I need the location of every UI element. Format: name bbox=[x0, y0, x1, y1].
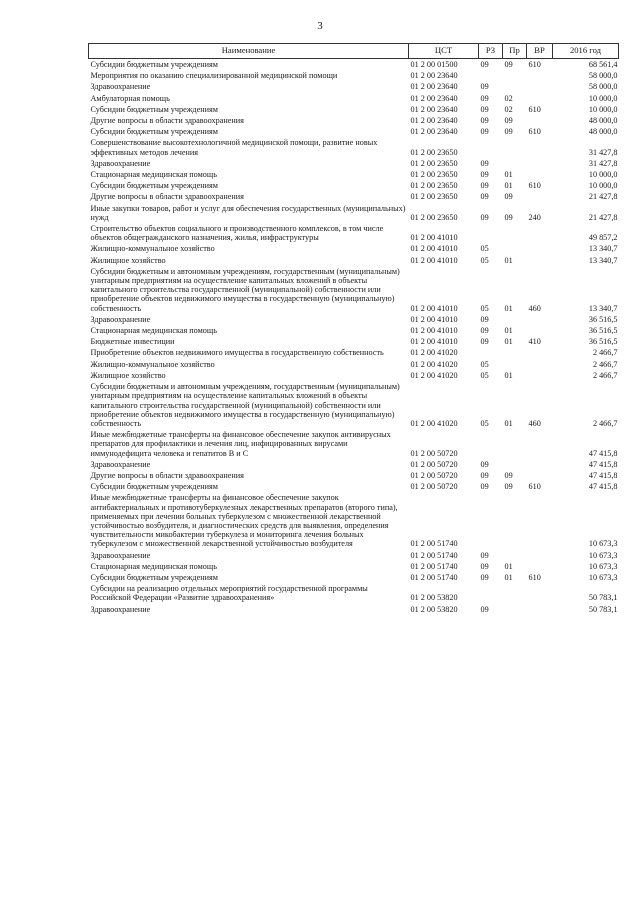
cell-vr bbox=[527, 115, 553, 126]
table-row bbox=[89, 104, 619, 115]
cell-pr: 01 bbox=[504, 418, 513, 428]
table-row bbox=[89, 481, 619, 492]
cell-rz: 09 bbox=[480, 604, 489, 614]
cell-val: 58 000,0 bbox=[588, 71, 618, 81]
header-year: 2016 год bbox=[553, 44, 619, 59]
header-rz: РЗ bbox=[479, 44, 503, 59]
cell-cst: 01 2 00 51740 bbox=[410, 539, 458, 549]
cell-vr bbox=[527, 70, 553, 81]
cell-pr: 09 bbox=[504, 482, 513, 492]
cell-rz: 09 bbox=[480, 314, 489, 324]
cell-cst: 01 2 00 53820 bbox=[410, 604, 458, 614]
cell-name: Иные межбюджетные трансферты на финансовое обеспечение закупок антибактериальных и противотуберкулезных лекарственных препаратов (второго типа), применяемых при лечении больных туберкулезом с множественной лекарственной устойчивостью возбудителя, и диагностических средств для выявления, определения чувствительности микобактерии туберкулеза и мониторинга лечения больных туберкулезом с множественной лекарственной устойчивостью возбудителя bbox=[90, 493, 398, 549]
cell-name: Жилищно-коммунальное хозяйство bbox=[90, 244, 215, 254]
cell-pr: 01 bbox=[504, 572, 513, 582]
cell-cst: 01 2 00 41010 bbox=[410, 303, 458, 313]
cell-rz: 09 bbox=[480, 60, 489, 69]
cell-rz: 09 bbox=[480, 561, 489, 571]
cell-name: Стационарная медицинская помощь bbox=[90, 170, 217, 180]
cell-rz: 09 bbox=[480, 82, 489, 92]
cell-rz bbox=[479, 70, 503, 81]
cell-val: 2 466,7 bbox=[592, 348, 618, 358]
cell-vr bbox=[527, 583, 553, 603]
cell-pr: 02 bbox=[504, 104, 513, 114]
cell-rz bbox=[479, 583, 503, 603]
cell-cst: 01 2 00 41020 bbox=[410, 370, 458, 380]
cell-pr bbox=[503, 81, 527, 92]
cell-val: 47 415,8 bbox=[588, 448, 618, 458]
cell-vr: 460 bbox=[528, 303, 541, 313]
cell-name: Здравоохранение bbox=[90, 459, 151, 469]
cell-pr bbox=[503, 459, 527, 470]
header-cst: ЦСТ bbox=[409, 44, 479, 59]
cell-vr bbox=[527, 223, 553, 243]
cell-vr bbox=[527, 314, 553, 325]
cell-vr bbox=[527, 470, 553, 481]
cell-cst: 01 2 00 23640 bbox=[410, 116, 458, 126]
cell-pr bbox=[503, 583, 527, 603]
cell-pr bbox=[503, 158, 527, 169]
cell-rz: 05 bbox=[480, 418, 489, 428]
cell-rz: 09 bbox=[480, 116, 489, 126]
cell-vr bbox=[527, 325, 553, 336]
cell-rz: 09 bbox=[480, 470, 489, 480]
cell-vr bbox=[527, 429, 553, 459]
cell-name: Субсидии бюджетным учреждениям bbox=[90, 181, 218, 191]
cell-vr bbox=[527, 604, 553, 615]
cell-rz: 09 bbox=[480, 326, 489, 336]
cell-rz: 09 bbox=[480, 212, 489, 222]
cell-vr: 240 bbox=[528, 212, 541, 222]
cell-cst: 01 2 00 41020 bbox=[410, 359, 458, 369]
cell-cst: 01 2 00 23640 bbox=[410, 71, 458, 81]
cell-val: 2 466,7 bbox=[592, 370, 618, 380]
table-row bbox=[89, 243, 619, 254]
table-row bbox=[89, 59, 619, 71]
cell-pr bbox=[503, 492, 527, 549]
cell-cst: 01 2 00 51740 bbox=[410, 550, 458, 560]
cell-val: 36 516,5 bbox=[588, 337, 618, 347]
table-row bbox=[89, 325, 619, 336]
table-row bbox=[89, 381, 619, 429]
table-row bbox=[89, 137, 619, 157]
cell-name: Другие вопросы в области здравоохранения bbox=[90, 470, 244, 480]
cell-name: Здравоохранение bbox=[90, 158, 151, 168]
cell-val: 47 415,8 bbox=[588, 459, 618, 469]
cell-rz: 09 bbox=[480, 572, 489, 582]
cell-pr bbox=[503, 550, 527, 561]
cell-val: 49 857,2 bbox=[588, 233, 618, 243]
cell-rz bbox=[479, 429, 503, 459]
page-number: 3 bbox=[317, 20, 323, 32]
cell-rz bbox=[479, 223, 503, 243]
cell-cst: 01 2 00 50720 bbox=[410, 459, 458, 469]
table-row bbox=[89, 255, 619, 266]
cell-rz: 09 bbox=[480, 93, 489, 103]
cell-pr bbox=[503, 429, 527, 459]
cell-name: Здравоохранение bbox=[90, 314, 151, 324]
cell-val: 48 000,0 bbox=[588, 116, 618, 126]
cell-cst: 01 2 00 50720 bbox=[410, 470, 458, 480]
cell-pr: 01 bbox=[504, 170, 513, 180]
cell-name: Иные межбюджетные трансферты на финансовое обеспечение закупок антивирусных препаратов для профилактики и лечения лиц, инфицированных вирусами иммунодефицита человека и гепатитов В и С bbox=[90, 430, 391, 458]
cell-val: 13 340,7 bbox=[588, 303, 618, 313]
cell-pr bbox=[503, 604, 527, 615]
cell-cst: 01 2 00 41010 bbox=[410, 314, 458, 324]
cell-rz: 05 bbox=[480, 370, 489, 380]
cell-val: 2 466,7 bbox=[592, 359, 618, 369]
cell-name: Субсидии бюджетным учреждениям bbox=[90, 127, 218, 137]
table-row bbox=[89, 550, 619, 561]
cell-cst: 01 2 00 23640 bbox=[410, 127, 458, 137]
cell-name: Жилищное хозяйство bbox=[90, 370, 166, 380]
cell-pr: 09 bbox=[504, 60, 513, 69]
table-row bbox=[89, 93, 619, 104]
cell-name: Здравоохранение bbox=[90, 604, 151, 614]
cell-vr bbox=[527, 492, 553, 549]
cell-name: Здравоохранение bbox=[90, 82, 151, 92]
cell-vr bbox=[527, 93, 553, 104]
cell-name: Жилищно-коммунальное хозяйство bbox=[90, 359, 215, 369]
table-row bbox=[89, 370, 619, 381]
cell-pr bbox=[503, 314, 527, 325]
cell-vr: 610 bbox=[528, 60, 541, 69]
cell-pr: 09 bbox=[504, 212, 513, 222]
cell-val: 68 561,4 bbox=[588, 60, 618, 69]
table-row bbox=[89, 429, 619, 459]
cell-name: Субсидии бюджетным и автономным учреждениям, государственным (муниципальным) унитарным предприятиям на осуществление капитальных вложений в объекты капитального строительства государственной (муниципальной) собственности или приобретение объектов недвижимого имущества в государственную (муниципальную) собственность bbox=[90, 382, 400, 428]
cell-val: 10 000,0 bbox=[588, 104, 618, 114]
cell-name: Приобретение объектов недвижимого имущества в государственную собственность bbox=[90, 348, 384, 358]
cell-vr: 610 bbox=[528, 482, 541, 492]
cell-val: 10 673,3 bbox=[588, 572, 618, 582]
cell-val: 21 427,8 bbox=[588, 212, 618, 222]
cell-pr: 02 bbox=[504, 93, 513, 103]
cell-pr: 09 bbox=[504, 127, 513, 137]
cell-name: Субсидии бюджетным учреждениям bbox=[90, 60, 218, 69]
table-row bbox=[89, 604, 619, 615]
cell-pr: 01 bbox=[504, 337, 513, 347]
table-row bbox=[89, 336, 619, 347]
cell-vr bbox=[527, 243, 553, 254]
cell-name: Другие вопросы в области здравоохранения bbox=[90, 192, 244, 202]
cell-pr bbox=[503, 347, 527, 358]
cell-rz: 09 bbox=[480, 127, 489, 137]
cell-val: 50 783,1 bbox=[588, 593, 618, 603]
table-row bbox=[89, 180, 619, 191]
cell-pr: 09 bbox=[504, 470, 513, 480]
table-row bbox=[89, 203, 619, 223]
cell-rz: 09 bbox=[480, 170, 489, 180]
cell-rz: 05 bbox=[480, 255, 489, 265]
cell-val: 36 516,5 bbox=[588, 314, 618, 324]
cell-val: 47 415,8 bbox=[588, 470, 618, 480]
cell-pr: 01 bbox=[504, 303, 513, 313]
table-row bbox=[89, 583, 619, 603]
table-row bbox=[89, 158, 619, 169]
cell-rz: 09 bbox=[480, 337, 489, 347]
cell-val: 58 000,0 bbox=[588, 82, 618, 92]
table-row bbox=[89, 561, 619, 572]
cell-val: 10 000,0 bbox=[588, 93, 618, 103]
cell-val: 31 427,8 bbox=[588, 147, 618, 157]
cell-val: 31 427,8 bbox=[588, 158, 618, 168]
cell-name: Строительство объектов социального и производственного комплексов, в том числе объектов общегражданского назначения, жилья, инфраструктуры bbox=[90, 224, 384, 243]
cell-cst: 01 2 00 41010 bbox=[410, 337, 458, 347]
cell-rz: 09 bbox=[480, 181, 489, 191]
cell-rz: 09 bbox=[480, 192, 489, 202]
cell-pr bbox=[503, 359, 527, 370]
cell-name: Субсидии на реализацию отдельных мероприятий государственной программы Российской Федерации «Развитие здравоохранения» bbox=[90, 584, 368, 603]
cell-vr: 610 bbox=[528, 181, 541, 191]
cell-rz: 05 bbox=[480, 359, 489, 369]
cell-pr bbox=[503, 243, 527, 254]
table-row bbox=[89, 223, 619, 243]
cell-cst: 01 2 00 23650 bbox=[410, 147, 458, 157]
table-row bbox=[89, 115, 619, 126]
cell-cst: 01 2 00 41010 bbox=[410, 255, 458, 265]
cell-pr: 01 bbox=[504, 326, 513, 336]
cell-vr bbox=[527, 81, 553, 92]
table-header-row bbox=[89, 44, 619, 59]
cell-val: 36 516,5 bbox=[588, 326, 618, 336]
cell-vr: 410 bbox=[528, 337, 541, 347]
table-row bbox=[89, 359, 619, 370]
cell-pr bbox=[503, 137, 527, 157]
cell-cst: 01 2 00 23640 bbox=[410, 104, 458, 114]
cell-pr: 01 bbox=[504, 181, 513, 191]
cell-vr: 610 bbox=[528, 572, 541, 582]
table-row bbox=[89, 347, 619, 358]
cell-name: Стационарная медицинская помощь bbox=[90, 326, 217, 336]
cell-rz: 09 bbox=[480, 459, 489, 469]
header-pr: Пр bbox=[503, 44, 527, 59]
cell-cst: 01 2 00 23650 bbox=[410, 158, 458, 168]
cell-vr bbox=[527, 191, 553, 202]
table-row bbox=[89, 314, 619, 325]
cell-name: Субсидии бюджетным учреждениям bbox=[90, 104, 218, 114]
cell-name: Субсидии бюджетным учреждениям bbox=[90, 572, 218, 582]
cell-name: Совершенствование высокотехнологичной медицинской помощи, развитие новых эффективных методов лечения bbox=[90, 138, 378, 157]
cell-val: 10 673,3 bbox=[588, 550, 618, 560]
cell-cst: 01 2 00 51740 bbox=[410, 572, 458, 582]
table-row bbox=[89, 266, 619, 314]
table-row bbox=[89, 492, 619, 549]
table-row bbox=[89, 126, 619, 137]
cell-val: 10 000,0 bbox=[588, 181, 618, 191]
cell-val: 10 673,3 bbox=[588, 539, 618, 549]
table-row bbox=[89, 191, 619, 202]
cell-cst: 01 2 00 50720 bbox=[410, 448, 458, 458]
cell-name: Субсидии бюджетным учреждениям bbox=[90, 482, 218, 492]
cell-val: 47 415,8 bbox=[588, 482, 618, 492]
cell-val: 13 340,7 bbox=[588, 255, 618, 265]
table-row bbox=[89, 169, 619, 180]
cell-rz: 09 bbox=[480, 482, 489, 492]
budget-table bbox=[88, 43, 619, 615]
cell-name: Субсидии бюджетным и автономным учреждениям, государственным (муниципальным) унитарным предприятиям на осуществление капитальных вложений в объекты капитального строительства государственной (муниципальной) собственности или приобретение объектов недвижимого имущества в государственную (муниципальную) собственность bbox=[90, 266, 400, 313]
cell-pr: 09 bbox=[504, 116, 513, 126]
cell-pr: 09 bbox=[504, 192, 513, 202]
cell-vr: 610 bbox=[528, 127, 541, 137]
cell-vr bbox=[527, 255, 553, 266]
cell-val: 13 340,7 bbox=[588, 244, 618, 254]
cell-val: 50 783,1 bbox=[588, 604, 618, 614]
cell-cst: 01 2 00 23640 bbox=[410, 93, 458, 103]
cell-vr bbox=[527, 359, 553, 370]
cell-cst: 01 2 00 23650 bbox=[410, 181, 458, 191]
cell-cst: 01 2 00 41010 bbox=[410, 244, 458, 254]
cell-cst: 01 2 00 23650 bbox=[410, 170, 458, 180]
cell-cst: 01 2 00 41010 bbox=[410, 326, 458, 336]
cell-cst: 01 2 00 50720 bbox=[410, 482, 458, 492]
cell-name: Жилищное хозяйство bbox=[90, 255, 166, 265]
cell-name: Иные закупки товаров, работ и услуг для обеспечения государственных (муниципальных) нужд bbox=[90, 203, 406, 222]
cell-vr bbox=[527, 137, 553, 157]
cell-vr bbox=[527, 550, 553, 561]
cell-cst: 01 2 00 41020 bbox=[410, 418, 458, 428]
cell-name: Мероприятия по оказанию специализированной медицинской помощи bbox=[90, 71, 338, 81]
cell-pr: 01 bbox=[504, 561, 513, 571]
table-row bbox=[89, 81, 619, 92]
cell-cst: 01 2 00 53820 bbox=[410, 593, 458, 603]
cell-name: Здравоохранение bbox=[90, 550, 151, 560]
cell-cst: 01 2 00 41010 bbox=[410, 233, 458, 243]
cell-rz bbox=[479, 137, 503, 157]
cell-vr bbox=[527, 158, 553, 169]
cell-pr bbox=[503, 223, 527, 243]
cell-name: Бюджетные инвестиции bbox=[90, 337, 175, 347]
cell-cst: 01 2 00 23650 bbox=[410, 212, 458, 222]
cell-val: 10 000,0 bbox=[588, 170, 618, 180]
cell-cst: 01 2 00 41020 bbox=[410, 348, 458, 358]
cell-val: 10 673,3 bbox=[588, 561, 618, 571]
cell-rz: 05 bbox=[480, 244, 489, 254]
cell-val: 48 000,0 bbox=[588, 127, 618, 137]
cell-cst: 01 2 00 23650 bbox=[410, 192, 458, 202]
cell-rz: 09 bbox=[480, 104, 489, 114]
cell-vr: 610 bbox=[528, 104, 541, 114]
cell-pr: 01 bbox=[504, 370, 513, 380]
cell-cst: 01 2 00 01500 bbox=[410, 60, 458, 69]
cell-rz: 05 bbox=[480, 303, 489, 313]
table-row bbox=[89, 470, 619, 481]
cell-vr bbox=[527, 347, 553, 358]
cell-vr bbox=[527, 370, 553, 381]
cell-cst: 01 2 00 23640 bbox=[410, 82, 458, 92]
cell-name: Стационарная медицинская помощь bbox=[90, 561, 217, 571]
table-row bbox=[89, 572, 619, 583]
cell-name: Другие вопросы в области здравоохранения bbox=[90, 116, 244, 126]
cell-val: 21 427,8 bbox=[588, 192, 618, 202]
cell-rz: 09 bbox=[480, 158, 489, 168]
cell-vr bbox=[527, 561, 553, 572]
table-row bbox=[89, 70, 619, 81]
cell-cst: 01 2 00 51740 bbox=[410, 561, 458, 571]
cell-pr: 01 bbox=[504, 255, 513, 265]
cell-val: 2 466,7 bbox=[592, 418, 618, 428]
cell-rz bbox=[479, 492, 503, 549]
header-name: Наименование bbox=[89, 44, 409, 59]
cell-pr bbox=[503, 70, 527, 81]
cell-vr bbox=[527, 459, 553, 470]
cell-rz bbox=[479, 347, 503, 358]
cell-vr bbox=[527, 169, 553, 180]
table-row bbox=[89, 459, 619, 470]
cell-rz: 09 bbox=[480, 550, 489, 560]
cell-name: Амбулаторная помощь bbox=[90, 93, 170, 103]
cell-vr: 460 bbox=[528, 418, 541, 428]
header-vr: ВР bbox=[527, 44, 553, 59]
